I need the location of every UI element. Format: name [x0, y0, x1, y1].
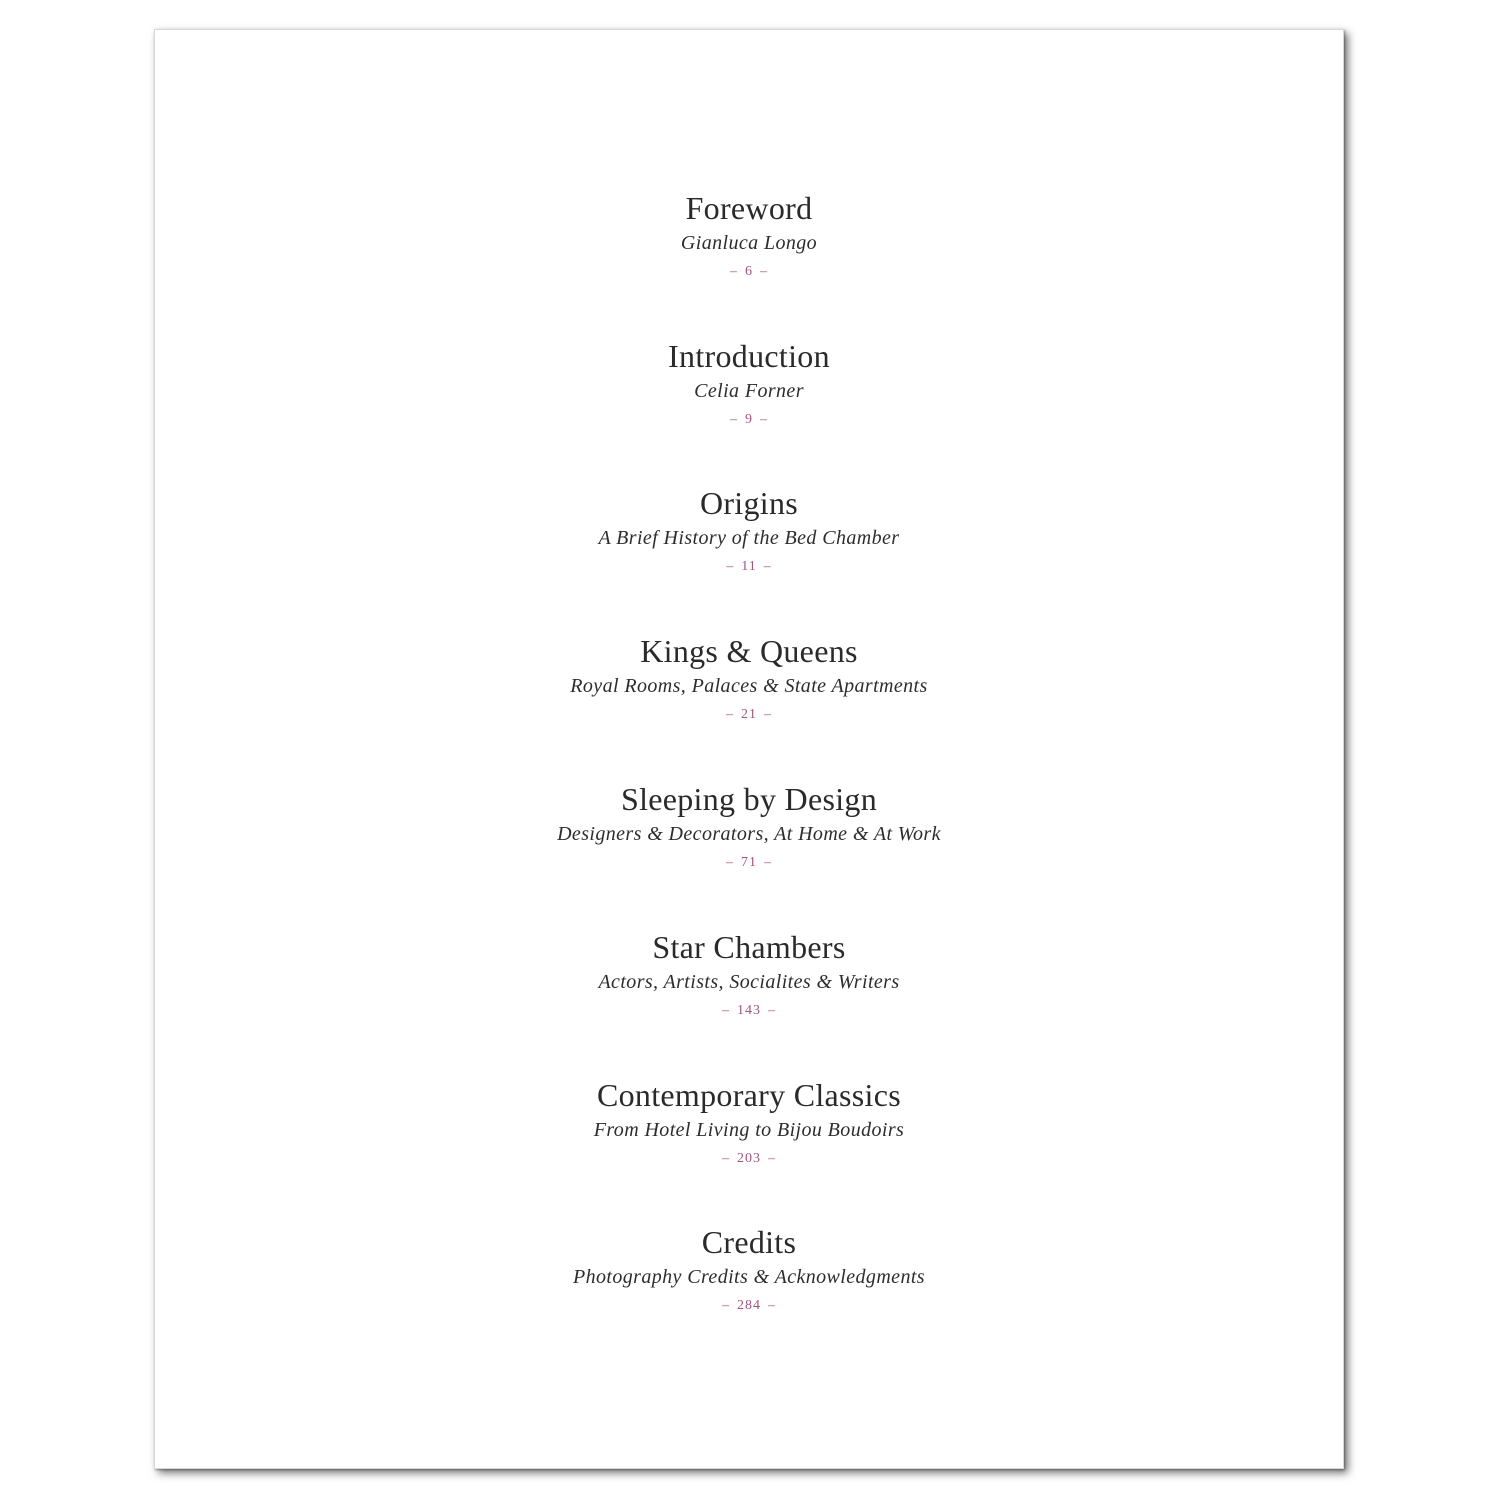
toc-entry-sleeping-by-design[interactable] — [155, 779, 1343, 873]
entry-title: Kings & Queens — [640, 633, 858, 669]
toc-entry-contemporary-classics[interactable] — [155, 1075, 1343, 1169]
entry-page-number: – 9 – — [730, 412, 768, 427]
book-page — [154, 29, 1344, 1469]
toc-entry-credits[interactable] — [155, 1222, 1343, 1316]
entry-title: Credits — [701, 1224, 797, 1260]
entry-title: Star Chambers — [652, 929, 846, 965]
entry-title: Contemporary Classics — [596, 1077, 902, 1113]
entry-subtitle: A Brief History of the Bed Chamber — [598, 527, 900, 549]
entry-subtitle: Gianluca Longo — [680, 232, 818, 254]
entry-subtitle: Designers & Decorators, At Home & At Work — [557, 823, 941, 845]
entry-page-number: – 143 – — [722, 1003, 776, 1018]
entry-page-number: – 284 – — [722, 1298, 776, 1313]
toc-entry-star-chambers[interactable] — [155, 927, 1343, 1021]
entry-title: Introduction — [668, 338, 830, 374]
entry-subtitle: Actors, Artists, Socialites & Writers — [598, 971, 900, 993]
entry-subtitle: Celia Forner — [694, 380, 804, 402]
entry-subtitle: Royal Rooms, Palaces & State Apartments — [570, 675, 928, 697]
entry-title: Foreword — [685, 190, 813, 226]
entry-title: Sleeping by Design — [620, 781, 878, 817]
toc-entry-introduction[interactable] — [155, 336, 1343, 430]
toc-entry-foreword[interactable] — [155, 188, 1343, 282]
entry-page-number: – 6 – — [730, 264, 768, 279]
entry-page-number: – 21 – — [726, 707, 772, 722]
entry-title: Origins — [699, 485, 799, 521]
table-of-contents — [155, 30, 1343, 1468]
toc-entry-origins[interactable] — [155, 483, 1343, 577]
entry-page-number: – 71 – — [726, 855, 772, 870]
entry-page-number: – 11 – — [726, 559, 772, 574]
entry-page-number: – 203 – — [722, 1151, 776, 1166]
entry-subtitle: From Hotel Living to Bijou Boudoirs — [593, 1119, 905, 1141]
toc-entry-kings-queens[interactable] — [155, 631, 1343, 725]
entry-subtitle: Photography Credits & Acknowledgments — [573, 1266, 925, 1288]
